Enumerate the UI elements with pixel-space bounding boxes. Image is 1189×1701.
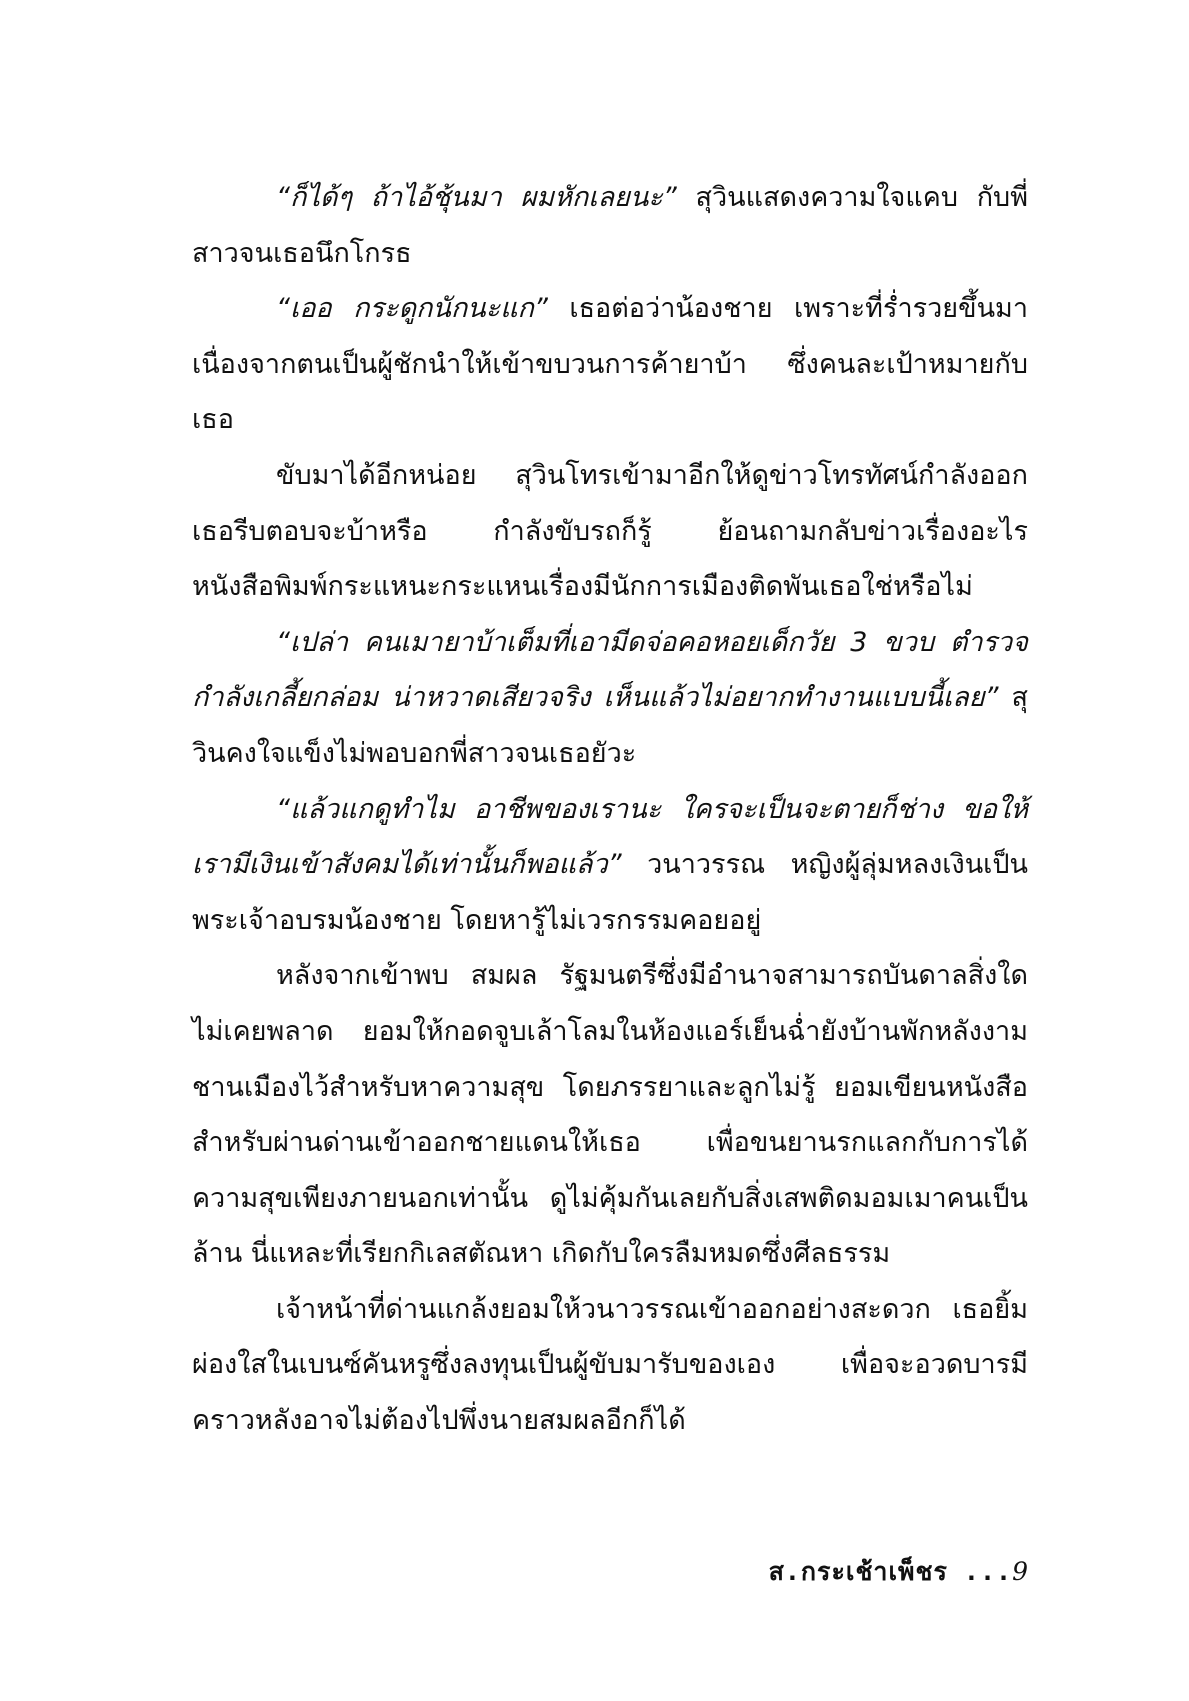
paragraph-6	[192, 948, 1028, 1282]
paragraph-2	[192, 281, 1028, 448]
dialogue-text: “เปล่า คนเมายาบ้าเต็มที่เอามีดจ่อคอหอยเด็กวัย 3 ขวบ ตำรวจกำลังเกลี้ยกล่อม น่าหวาดเสียวจริง เห็นแล้วไม่อยากทำงานแบบนี้เลย”	[192, 626, 1028, 714]
paragraph-7	[192, 1282, 1028, 1449]
paragraph-1	[192, 170, 1028, 281]
dialogue-text: “เออ กระดูกนักนะแก”	[276, 293, 548, 325]
narration-text: หลังจากเข้าพบ สมผล รัฐมนตรีซึ่งมีอำนาจสามารถบันดาลสิ่งใดไม่เคยพลาด ยอมให้กอดจูบเล้าโลมในห้องแอร์เย็นฉ่ำยังบ้านพักหลังงามชานเมืองไว้สำหรับหาความสุข โดยภรรยาและลูกไม่รู้ ยอมเขียนหนังสือสำหรับผ่านด่านเข้าออกชายแดนให้เธอ เพื่อขนยานรกแลกกับการได้ความสุขเพียงภายนอกเท่านั้น ดูไม่คุ้มกันเลยกับสิ่งเสพติดมอมเมาคนเป็นล้าน นี่แหละที่เรียกกิเลสตัณหา เกิดกับใครลืมหมดซึ่งศีลธรรม	[192, 960, 1028, 1270]
paragraph-3	[192, 448, 1028, 615]
narration-text: เจ้าหน้าที่ด่านแกล้งยอมให้วนาวรรณเข้าออกอย่างสะดวก เธอยิ้มผ่องใสในเบนซ์คันหรูซึ่งลงทุนเป็นผู้ขับมารับของเอง เพื่อจะอวดบารมีคราวหลังอาจไม่ต้องไปพึ่งนายสมผลอีกก็ได้	[192, 1293, 1028, 1437]
narration-text: สุวินคงใจแข็งไม่พอบอกพี่สาวจนเธอยัวะ	[192, 682, 1028, 769]
dialogue-text: “ก็ได้ๆ ถ้าไอ้ชุ้นมา ผมหักเลยนะ”	[276, 182, 677, 213]
page-number: 9	[1012, 1557, 1029, 1586]
paragraph-4	[192, 615, 1028, 782]
narration-text: ขับมาได้อีกหน่อย สุวินโทรเข้ามาอีกให้ดูข่าวโทรทัศน์กำลังออก เธอรีบตอบจะบ้าหรือ กำลังขับรถก็รู้ ย้อนถามกลับข่าวเรื่องอะไร หนังสือพิมพ์กระแหนะกระแหนเรื่องมีนักการเมืองติดพันเธอใช่หรือไม่	[192, 459, 1028, 603]
page-footer	[769, 1552, 1029, 1592]
dialogue-text: “แล้วแกดูทำไม อาชีพของเรานะ ใครจะเป็นจะตายก็ช่าง ขอให้เรามีเงินเข้าสังคมได้เท่านั้นก็พอแล้ว”	[192, 793, 1028, 881]
footer-author: ส.กระเช้าเพ็ชร ...	[768, 1557, 1013, 1586]
narration-text: สุวินแสดงความใจแคบ กับพี่สาวจนเธอนึกโกรธ	[192, 182, 1028, 269]
body-text	[192, 170, 1028, 1449]
narration-text: เธอต่อว่าน้องชาย เพราะที่ร่ำรวยขึ้นมาเนื่องจากตนเป็นผู้ชักนำให้เข้าขบวนการค้ายาบ้า ซึ่งคนละเป้าหมายกับเธอ	[192, 293, 1028, 436]
paragraph-5	[192, 782, 1028, 949]
narration-text: วนาวรรณ หญิงผู้ลุ่มหลงเงินเป็นพระเจ้าอบรมน้องชาย โดยหารู้ไม่เวรกรรมคอยอยู่	[192, 849, 1028, 936]
